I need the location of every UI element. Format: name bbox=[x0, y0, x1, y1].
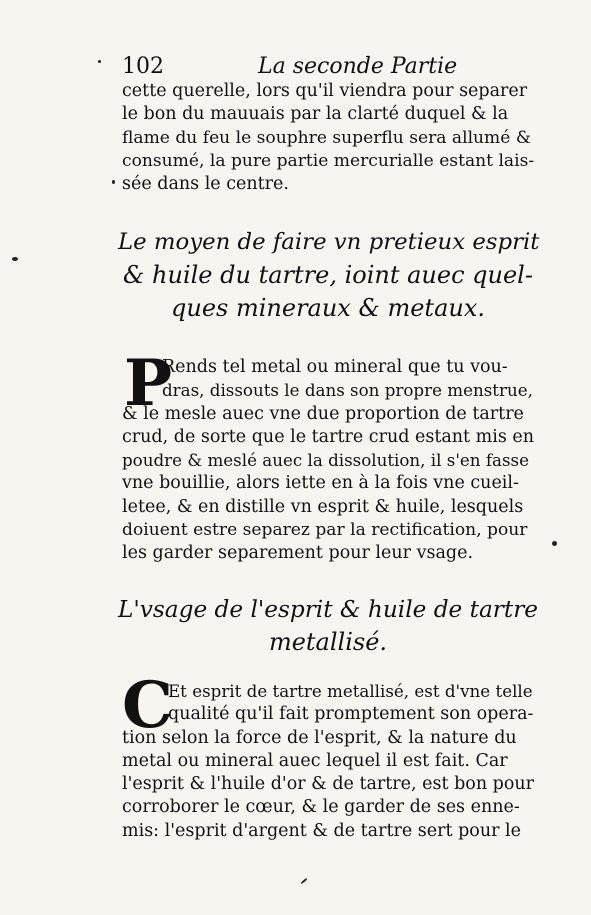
text-line: poudre & meslé auec la dissolution, il s'en fasse bbox=[122, 450, 529, 471]
ink-speck bbox=[300, 878, 307, 885]
text-line: le bon du mauuais par la clarté duquel & la bbox=[122, 104, 509, 125]
text-line: crud, de sorte que le tartre crud estant mis en bbox=[122, 426, 534, 447]
text-line: Et esprit de tartre metallisé, est d'vne telle bbox=[168, 681, 533, 701]
text-line: doiuent estre separez par la rectification, pour bbox=[122, 520, 528, 541]
page-header bbox=[122, 52, 462, 82]
text-line: metal ou mineral auec lequel il est fait. Car bbox=[122, 750, 508, 771]
text-line: dras, dissouts le dans son propre menstrue, bbox=[162, 380, 533, 401]
text-line: vne bouillie, alors iette en à la fois vne cueil- bbox=[122, 473, 519, 494]
text-line: & le mesle auec vne due proportion de tartre bbox=[122, 403, 524, 424]
heading-line: Le moyen de faire vn pretieux esprit bbox=[118, 229, 540, 255]
running-title: La seconde Partie bbox=[258, 54, 458, 79]
text-line: cette querelle, lors qu'il viendra pour separer bbox=[122, 81, 528, 101]
heading-line: & huile du tartre, ioint auec quel- bbox=[123, 261, 533, 289]
text-line: sée dans le centre. bbox=[122, 174, 289, 195]
text-line: les garder separement pour leur vsage. bbox=[122, 543, 474, 564]
paragraph-2 bbox=[122, 346, 534, 566]
heading-line: ques mineraux & metaux. bbox=[171, 294, 485, 322]
heading-line: metallisé. bbox=[268, 628, 388, 656]
text-line: Rends tel metal ou mineral que tu vou- bbox=[162, 357, 508, 377]
text-line: l'esprit & l'huile d'or & de tartre, est bon pour bbox=[122, 774, 534, 795]
page-number: 102 bbox=[122, 54, 164, 79]
text-line: mis: l'esprit d'argent & de tartre sert pour le bbox=[122, 820, 521, 841]
heading-line: L'vsage de l'esprit & huile de tartre bbox=[118, 596, 539, 623]
text-line: flame du feu le souphre superflu sera allumé & bbox=[122, 127, 532, 148]
section-heading-1 bbox=[118, 226, 538, 325]
text-line: consumé, la pure partie mercurialle estant lais- bbox=[122, 150, 534, 171]
ink-speck bbox=[112, 180, 115, 184]
text-line: corroborer le cœur, & le garder de ses enne- bbox=[122, 797, 520, 818]
section-heading-2 bbox=[118, 593, 538, 659]
paragraph-3 bbox=[122, 668, 534, 843]
ink-speck bbox=[552, 541, 557, 546]
drop-cap-c: C bbox=[122, 668, 173, 743]
text-line: tion selon la force de l'esprit, & la nature du bbox=[122, 727, 517, 748]
paragraph-1 bbox=[122, 80, 534, 196]
drop-cap-p: P bbox=[124, 346, 173, 421]
ink-speck bbox=[98, 60, 101, 63]
ink-speck bbox=[12, 257, 18, 261]
text-line: letee, & en distille vn esprit & huile, lesquels bbox=[122, 496, 524, 517]
text-line: qualité qu'il fait promptement son opera- bbox=[168, 704, 534, 725]
